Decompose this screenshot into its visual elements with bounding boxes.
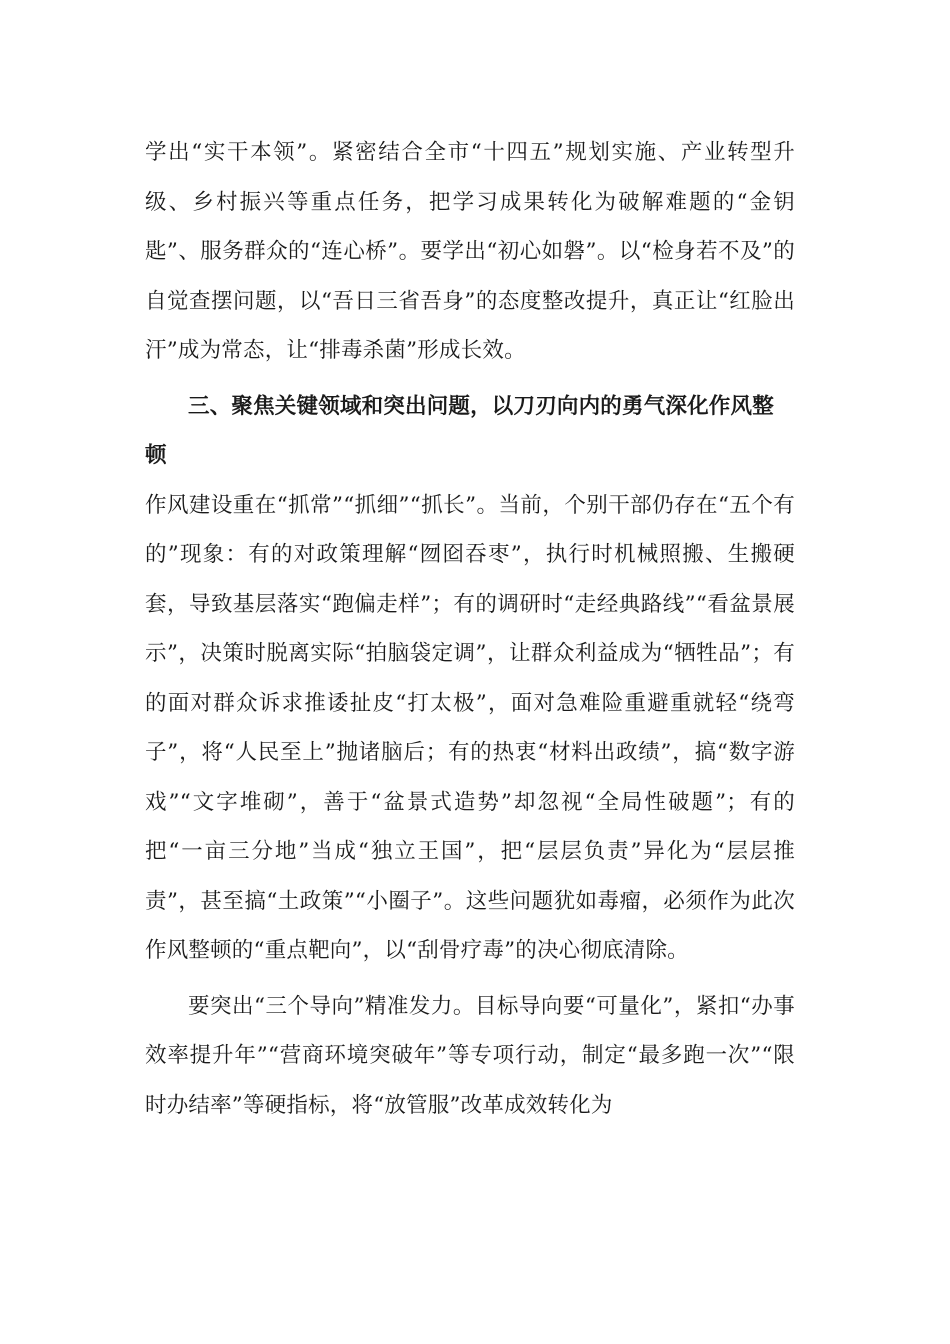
paragraph-study-results: 学出“实干本领”。紧密结合全市“十四五”规划实施、产业转型升级、乡村振兴等重点任务，把学习成果转化为破解难题的“金钥匙”、服务群众的“连心桥”。要学出“初心如磐”。以“检身若不及”的自觉查摆问题，以“吾日三省吾身”的态度整改提升，真正让“红脸出汗”成为常态，让“排毒杀菌”形成长效。: [145, 140, 795, 363]
section-heading-three: 三、聚焦关键领域和突出问题，以刀刃向内的勇气深化作风整顿: [145, 393, 774, 468]
paragraph-three-orientations: 要突出“三个导向”精准发力。目标导向要“可量化”，紧扣“办事效率提升年”“营商环境突破年”等专项行动，制定“最多跑一次”“限时办结率”等硬指标，将“放管服”改革成效转化为: [145, 993, 795, 1118]
document-body: [145, 128, 795, 1130]
paragraph-work-style-problems: 作风建设重在“抓常”“抓细”“抓长”。当前，个别干部仍存在“五个有的”现象：有的对政策理解“囫囵吞枣”，执行时机械照搬、生搬硬套，导致基层落实“跑偏走样”；有的调研时“走经典路线”“看盆景展示”，决策时脱离实际“拍脑袋定调”，让群众利益成为“牺牲品”；有的面对群众诉求推诿扯皮“打太极”，面对急难险重避重就轻“绕弯子”，将“人民至上”抛诸脑后；有的热衷“材料出政绩”，搞“数字游戏”“文字堆砌”，善于“盆景式造势”却忽视“全局性破题”；有的把“一亩三分地”当成“独立王国”，把“层层负责”异化为“层层推责”，甚至搞“土政策”“小圈子”。这些问题犹如毒瘤，必须作为此次作风整顿的“重点靶向”，以“刮骨疗毒”的决心彻底清除。: [145, 492, 795, 963]
